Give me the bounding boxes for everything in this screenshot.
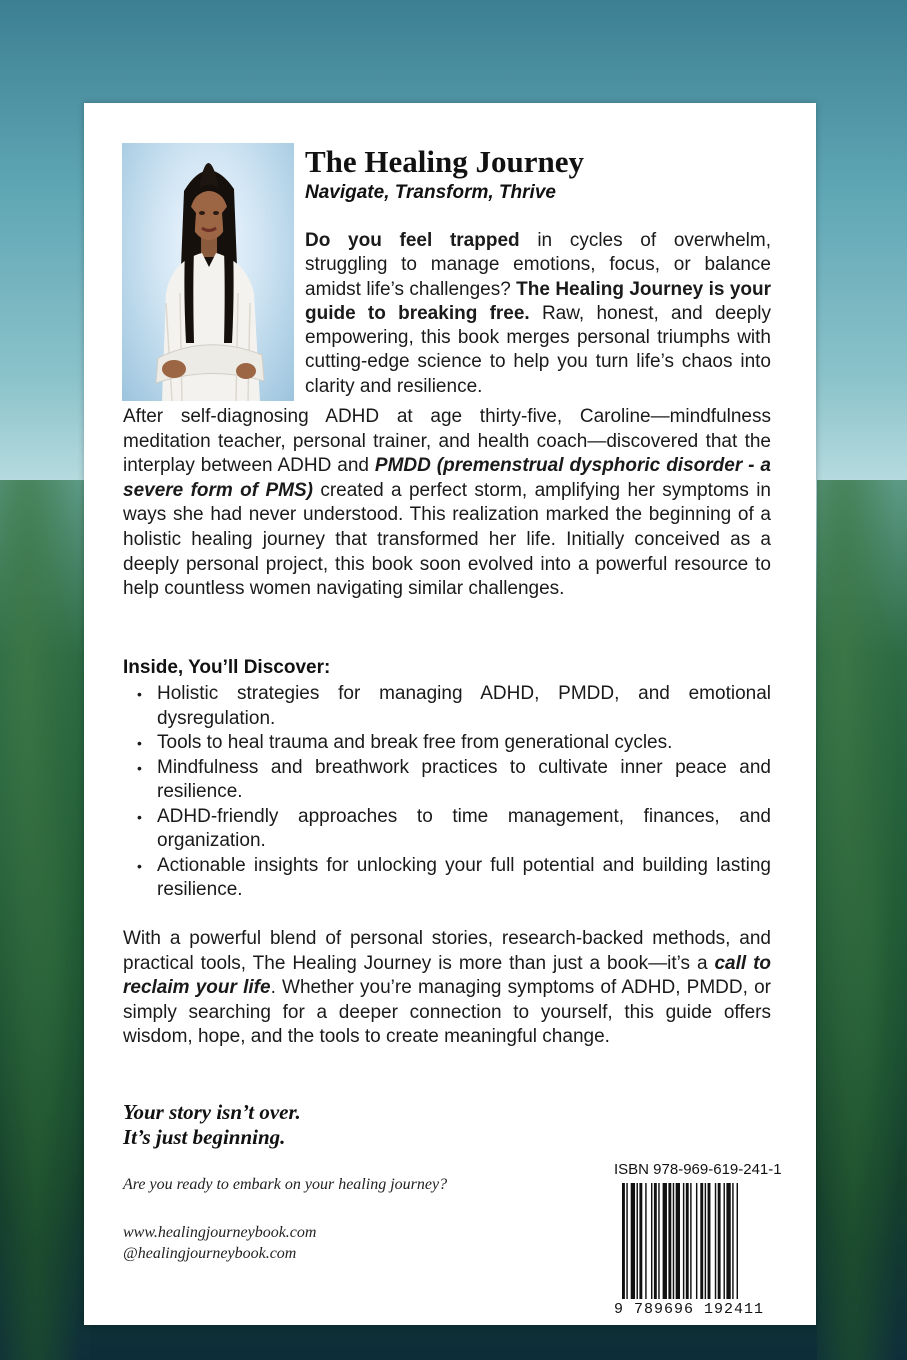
barcode-bar xyxy=(654,1183,657,1299)
story-text-a: After self-diagnosing ADHD at age thirty-five, Caroline—mindfulness meditation teacher, personal trainer, and health coach—discovered that the interplay between ADHD and xyxy=(123,406,771,477)
story-paragraph xyxy=(123,405,771,602)
barcode-bar xyxy=(732,1183,733,1299)
bullet-icon: • xyxy=(137,759,142,776)
isbn-label: ISBN 978-969-619-241-1 xyxy=(614,1161,782,1178)
barcode-bar xyxy=(686,1183,689,1299)
list-item-text: Holistic strategies for managing ADHD, PMDD, and emotional dysregulation. xyxy=(157,683,771,729)
intro-text-b: Raw, honest, and deeply empowering, this book merges personal triumphs with cutting-edge science to help you turn life’s chaos into clarity and resilience. xyxy=(305,302,771,397)
barcode-bar xyxy=(715,1183,716,1299)
list-item xyxy=(123,854,771,903)
bullet-icon: • xyxy=(137,857,142,874)
closing-lines xyxy=(123,1100,301,1150)
blend-paragraph xyxy=(123,927,771,1050)
barcode-bar xyxy=(658,1183,659,1299)
barcode-bar xyxy=(705,1183,706,1299)
back-cover-page xyxy=(84,103,816,1325)
barcode-bar xyxy=(626,1183,627,1299)
title-block xyxy=(305,143,584,205)
forest-scenery-left xyxy=(0,480,90,1360)
discover-heading: Inside, You’ll Discover: xyxy=(123,657,331,678)
closing-question: Are you ready to embark on your healing journey? xyxy=(123,1176,448,1193)
bullet-icon: • xyxy=(137,686,142,702)
story-text-b: created a perfect storm, amplifying her symptoms in ways she had never understood. This realization marked the beginning of a holistic healing journey that transformed her life. Initially conceived as a deeply personal project, this book soon evolved into a powerful resource to help countless women navigating similar challenges. xyxy=(123,479,771,600)
barcode-bar xyxy=(673,1183,674,1299)
blend-reclaim-highlight: call to reclaim your life xyxy=(123,952,772,999)
barcode-bar xyxy=(718,1183,721,1299)
list-item-text: ADHD-friendly approaches to time management, finances, and organization. xyxy=(157,805,771,851)
contact-links xyxy=(123,1222,316,1264)
barcode-bar xyxy=(651,1183,652,1299)
forest-scenery-right xyxy=(817,480,907,1360)
intro-paragraph xyxy=(305,229,771,399)
intro-bold-open: Do you feel trapped xyxy=(305,230,520,251)
barcode-bar xyxy=(668,1183,671,1299)
barcode-bar xyxy=(726,1183,730,1299)
closing-line-2: It’s just beginning. xyxy=(123,1125,286,1149)
book-title: The Healing Journey xyxy=(305,144,585,179)
barcode-bar xyxy=(696,1183,697,1299)
barcode-bar xyxy=(676,1183,680,1299)
barcode-bar xyxy=(690,1183,691,1299)
list-item xyxy=(123,805,771,854)
barcode-bar xyxy=(639,1183,642,1299)
list-item-text: Tools to heal trauma and break free from generational cycles. xyxy=(157,732,673,753)
barcode-bar xyxy=(737,1183,738,1299)
discover-list xyxy=(123,682,771,903)
author-portrait xyxy=(122,143,294,401)
intro-text-a: in cycles of overwhelm, struggling to manage emotions, focus, or balance amidst life’s challenges? xyxy=(305,230,771,300)
intro-bold-mid: The Healing Journey is your guide to breaking free. xyxy=(305,278,772,324)
barcode-bar xyxy=(637,1183,638,1299)
website-link[interactable]: www.healingjourneybook.com xyxy=(123,1224,317,1241)
barcode-bar xyxy=(622,1183,625,1299)
barcode-bar xyxy=(724,1183,725,1299)
barcode-bar xyxy=(663,1183,667,1299)
barcode-bar xyxy=(631,1183,635,1299)
isbn-barcode xyxy=(622,1183,776,1299)
blend-text-b: . Whether you’re managing symptoms of ADHD, PMDD, or simply searching for a deeper connection to yourself, this guide offers wisdom, hope, and the tools to create meaningful change. xyxy=(123,977,771,1048)
social-handle[interactable]: @healingjourneybook.com xyxy=(123,1245,297,1262)
bullet-icon: • xyxy=(137,735,142,751)
list-item-text: Mindfulness and breathwork practices to cultivate inner peace and resilience. xyxy=(157,756,771,802)
blend-text-a: With a powerful blend of personal stories, research-backed methods, and practical tools, The Healing Journey is more than just a book—it’s a xyxy=(123,928,771,974)
barcode-bar xyxy=(683,1183,684,1299)
barcode-bar xyxy=(700,1183,703,1299)
barcode-digits: 9 789696 192411 xyxy=(614,1301,765,1318)
author-portrait-illustration xyxy=(122,143,294,401)
list-item xyxy=(123,756,771,805)
book-subtitle: Navigate, Transform, Thrive xyxy=(305,182,556,203)
barcode-bar xyxy=(645,1183,646,1299)
barcode-bar xyxy=(708,1183,711,1299)
list-item-text: Actionable insights for unlocking your full potential and building lasting resilience. xyxy=(157,854,771,900)
bullet-icon: • xyxy=(137,808,142,825)
list-item xyxy=(123,682,771,731)
story-pmdd-highlight: PMDD (premenstrual dysphoric disorder - a severe form of PMS) xyxy=(123,455,771,501)
list-item xyxy=(123,731,771,756)
closing-line-1: Your story isn’t over. xyxy=(123,1100,301,1124)
